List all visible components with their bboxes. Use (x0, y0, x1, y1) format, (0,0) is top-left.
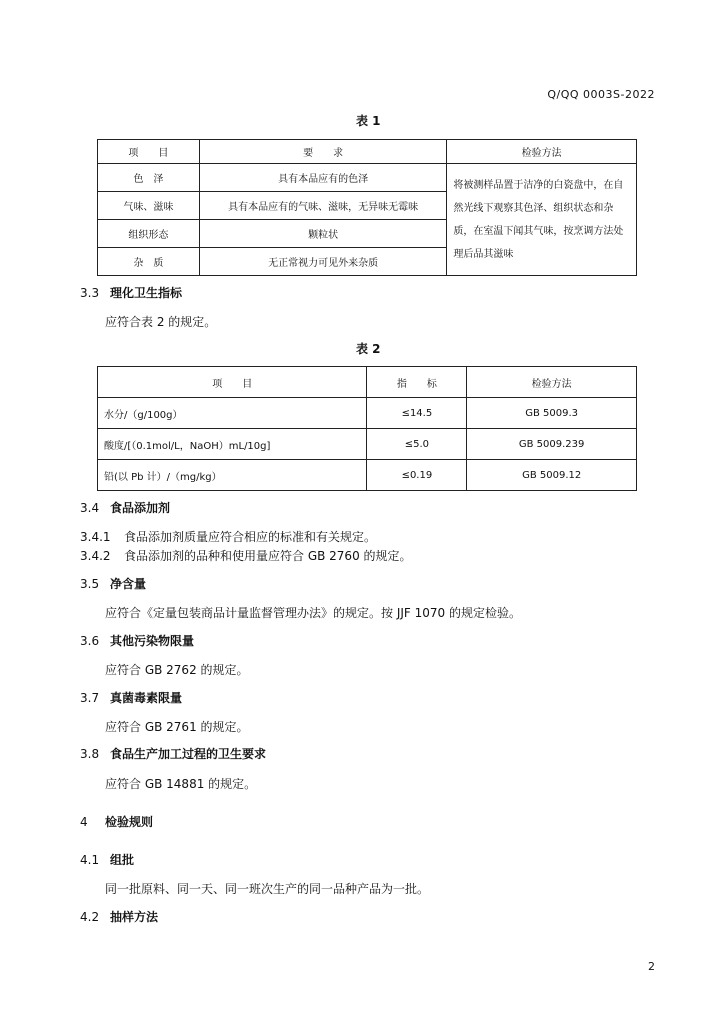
row-requirement: 颗粒状 (199, 220, 447, 248)
sensory-requirements-table (97, 139, 637, 276)
row-requirement: 具有本品应有的气味、滋味，无异味无霉味 (199, 192, 447, 220)
section-number: 3.8 (80, 747, 100, 761)
clause-text: 食品添加剂质量应符合相应的标准和有关规定。 (124, 530, 377, 544)
section-3-5-text: 应符合《定量包装商品计量监督管理办法》的规定。按 JJF 1070 的规定检验。 (105, 606, 521, 620)
section-title: 净含量 (110, 577, 147, 591)
section-3-6-heading (80, 632, 194, 649)
table-row (98, 429, 637, 460)
section-title: 其他污染物限量 (110, 634, 195, 648)
header-method: 检验方法 (467, 367, 637, 398)
row-item: 气味、滋味 (98, 192, 200, 220)
row-item: 色 泽 (98, 164, 200, 192)
row-method: GB 5009.239 (467, 429, 637, 460)
section-number: 3.5 (80, 577, 100, 591)
section-4-1-heading (80, 851, 134, 868)
row-method: GB 5009.3 (467, 398, 637, 429)
row-requirement: 无正常视力可见外来杂质 (199, 248, 447, 276)
section-number: 3.6 (80, 634, 100, 648)
section-3-7-heading (80, 689, 182, 706)
table-header-row (98, 140, 637, 164)
row-value: ≤5.0 (367, 429, 467, 460)
section-title: 抽样方法 (110, 910, 159, 924)
section-3-6-text: 应符合 GB 2762 的规定。 (105, 663, 249, 677)
section-3-3-text: 应符合表 2 的规定。 (105, 315, 217, 329)
section-number: 4 (80, 815, 88, 829)
row-value: ≤14.5 (367, 398, 467, 429)
section-3-8-heading (80, 745, 266, 762)
section-number: 4.1 (80, 853, 100, 867)
section-number: 4.2 (80, 910, 100, 924)
row-item: 铅(以 Pb 计）/（mg/kg） (98, 460, 367, 491)
table-row (98, 164, 637, 192)
table2-caption: 表 2 (356, 342, 381, 356)
physicochemical-table (97, 366, 637, 491)
row-value: ≤0.19 (367, 460, 467, 491)
row-item: 杂 质 (98, 248, 200, 276)
section-4-1-text: 同一批原料、同一天、同一班次生产的同一品种产品为一批。 (105, 882, 430, 896)
clause-number: 3.4.2 (80, 549, 111, 563)
table-row (98, 398, 637, 429)
section-4-heading (80, 813, 153, 830)
inspection-method-cell: 将被测样品置于洁净的白瓷盘中，在自然光线下观察其色泽、组织状态和杂质，在室温下闻其气味，按烹调方法处理后品其滋味 (447, 164, 637, 276)
row-method: GB 5009.12 (467, 460, 637, 491)
clause-3-4-2 (80, 547, 412, 564)
page-number: 2 (648, 960, 655, 973)
section-number: 3.4 (80, 501, 100, 515)
clause-text: 食品添加剂的品种和使用量应符合 GB 2760 的规定。 (124, 549, 412, 563)
row-item: 酸度/[（0.1mol/L，NaOH）mL/10g] (98, 429, 367, 460)
section-4-2-heading (80, 908, 158, 925)
section-3-7-text: 应符合 GB 2761 的规定。 (105, 720, 249, 734)
clause-3-4-1 (80, 528, 376, 545)
row-item: 组织形态 (98, 220, 200, 248)
section-title: 理化卫生指标 (110, 286, 183, 300)
section-title: 食品生产加工过程的卫生要求 (110, 747, 267, 761)
row-item: 水分/（g/100g） (98, 398, 367, 429)
header-item: 项 目 (98, 140, 200, 164)
section-3-3-heading (80, 284, 182, 301)
header-index: 指 标 (367, 367, 467, 398)
table-row (98, 460, 637, 491)
header-method: 检验方法 (447, 140, 637, 164)
section-title: 检验规则 (105, 815, 154, 829)
section-number: 3.7 (80, 691, 100, 705)
table1-caption: 表 1 (356, 114, 381, 128)
section-number: 3.3 (80, 286, 100, 300)
header-requirement: 要 求 (199, 140, 447, 164)
table-header-row (98, 367, 637, 398)
section-title: 组批 (110, 853, 135, 867)
clause-number: 3.4.1 (80, 530, 111, 544)
row-requirement: 具有本品应有的色泽 (199, 164, 447, 192)
document-number: Q/QQ 0003S-2022 (547, 88, 655, 101)
section-title: 真菌毒素限量 (110, 691, 183, 705)
section-title: 食品添加剂 (110, 501, 171, 515)
header-item: 项 目 (98, 367, 367, 398)
section-3-5-heading (80, 575, 146, 592)
section-3-4-heading (80, 499, 170, 516)
section-3-8-text: 应符合 GB 14881 的规定。 (105, 777, 257, 791)
